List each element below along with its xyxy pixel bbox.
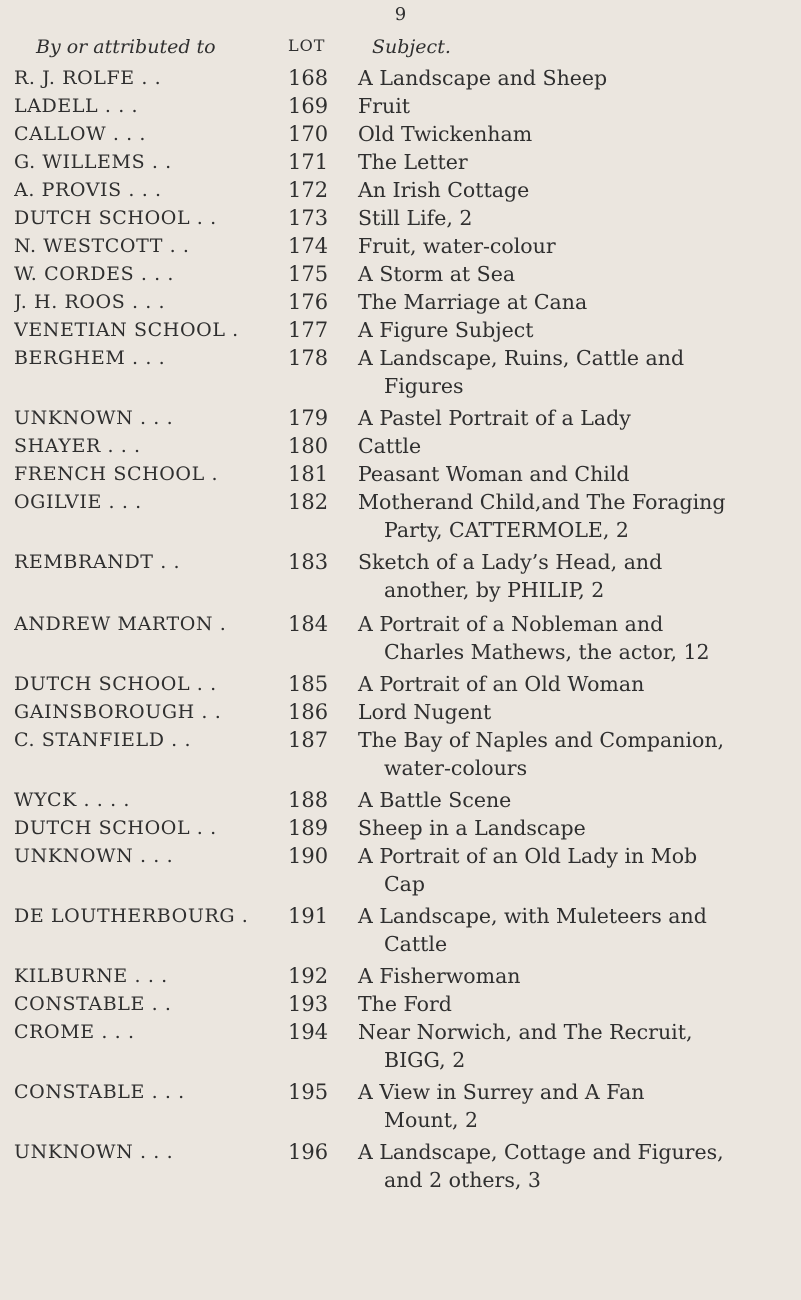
lot-number: 188 [288,788,329,812]
artist-name [14,120,286,148]
subject-line: Fruit [358,94,411,118]
artist-name [14,842,286,870]
subject-text [358,432,788,460]
dot-leader: . . [144,993,172,1015]
subject-line: The Ford [358,992,452,1016]
lot-entry [0,698,801,726]
subject-line: A Pastel Portrait of a Lady [358,406,631,430]
artist-name-text: VENETIAN SCHOOL [14,319,226,341]
dot-leader: . [213,613,227,635]
subject-line: another, by PHILIP, 2 [384,578,605,602]
subject-line: A Portrait of an Old Woman [358,672,645,696]
subject-text [358,232,788,260]
subject-text [358,64,788,92]
subject-text [358,698,788,726]
subject-line: A Landscape, Cottage and Figures, [358,1140,724,1164]
subject-column-header: Subject. [372,36,451,58]
artist-name [14,698,286,726]
subject-line: Figures [384,374,464,398]
artist-name-text: CALLOW [14,123,107,145]
page-number: 9 [394,4,407,25]
artist-name-text: CROME [14,1021,95,1043]
artist-name-text: G. WILLEMS [14,151,146,173]
artist-name [14,610,286,638]
artist-name [14,548,286,576]
lot-entry [0,344,801,400]
lot-number: 169 [288,94,329,118]
subject-text [358,548,788,604]
artist-name-text: UNKNOWN [14,407,134,429]
lot-number: 170 [288,122,329,146]
artist-name [14,344,286,372]
artist-name-text: R. J. ROLFE [14,67,135,89]
lot-entry [0,148,801,176]
dot-leader: . . . [127,965,168,987]
artist-name-text: DUTCH SCHOOL [14,207,191,229]
artist-name [14,288,286,316]
dot-leader: . . . [144,1081,185,1103]
subject-text [358,814,788,842]
lot-entry [0,962,801,990]
catalogue-list [0,64,801,1194]
dot-leader: . . . [134,263,175,285]
dot-leader: . . [134,67,162,89]
lot-entry [0,488,801,544]
subject-line: A Fisherwoman [358,964,521,988]
artist-name [14,432,286,460]
lot-entry [0,786,801,814]
subject-line: Charles Mathews, the actor, 12 [384,640,710,664]
dot-leader: . [225,319,239,341]
subject-line: Cattle [358,434,422,458]
subject-line: The Marriage at Cana [358,290,588,314]
lot-entry [0,670,801,698]
subject-line: BIGG, 2 [384,1048,466,1072]
lot-entry [0,460,801,488]
subject-line: Sheep in a Landscape [358,816,586,840]
artist-name [14,786,286,814]
subject-line: A Portrait of a Nobleman and [358,612,664,636]
lot-column-header: LOT [288,36,326,55]
subject-text [358,120,788,148]
subject-text [358,610,788,666]
artist-column-header: By or attributed to [36,36,216,58]
subject-text [358,1078,788,1134]
dot-leader: . . . [101,491,142,513]
artist-name-text: UNKNOWN [14,1141,134,1163]
dot-leader: . . . . [76,789,130,811]
subject-line: A Battle Scene [358,788,512,812]
artist-name [14,670,286,698]
lot-entry [0,990,801,1018]
artist-name [14,92,286,120]
artist-name [14,260,286,288]
artist-name-text: C. STANFIELD [14,729,165,751]
lot-number: 173 [288,206,329,230]
lot-number: 174 [288,234,329,258]
artist-name [14,488,286,516]
lot-entry [0,842,801,898]
lot-number: 181 [288,462,329,486]
dot-leader: . . [164,729,192,751]
artist-name-text: FRENCH SCHOOL [14,463,205,485]
lot-number: 168 [288,66,329,90]
subject-text [358,404,788,432]
lot-number: 190 [288,844,329,868]
artist-name [14,204,286,232]
dot-leader: . . [190,817,217,839]
subject-line: Fruit, water-colour [358,234,556,258]
lot-number: 177 [288,318,329,342]
lot-entry [0,902,801,958]
subject-line: A Storm at Sea [358,262,516,286]
dot-leader: . . [163,235,190,257]
dot-leader: . . . [121,179,162,201]
lot-entry [0,92,801,120]
lot-number: 186 [288,700,329,724]
subject-text [358,148,788,176]
subject-line: Near Norwich, and The Recruit, [358,1020,693,1044]
artist-name-text: J. H. ROOS [14,291,126,313]
lot-number: 196 [288,1140,329,1164]
subject-text [358,92,788,120]
subject-text [358,962,788,990]
artist-name-text: DE LOUTHERBOURG [14,905,236,927]
subject-text [358,288,788,316]
lot-entry [0,1018,801,1074]
subject-line: water-colours [384,756,528,780]
artist-name-text: A. PROVIS [14,179,122,201]
artist-name [14,148,286,176]
lot-entry [0,610,801,666]
lot-number: 185 [288,672,329,696]
lot-number: 184 [288,612,329,636]
lot-entry [0,814,801,842]
dot-leader: . . [153,551,181,573]
subject-text [358,726,788,782]
artist-name-text: DUTCH SCHOOL [14,817,191,839]
subject-text [358,316,788,344]
dot-leader: . . [145,151,172,173]
lot-number: 171 [288,150,329,174]
subject-line: A Portrait of an Old Lady in Mob [358,844,698,868]
dot-leader: . [204,463,219,485]
dot-leader: . . [190,207,217,229]
lot-number: 182 [288,490,329,514]
subject-text [358,176,788,204]
subject-line: Party, CATTERMOLE, 2 [384,518,629,542]
artist-name [14,990,286,1018]
lot-entry [0,432,801,460]
subject-text [358,344,788,400]
lot-number: 179 [288,406,329,430]
lot-entry [0,288,801,316]
subject-text [358,786,788,814]
dot-leader: . . . [98,95,139,117]
subject-text [358,842,788,898]
artist-name-text: WYCK [14,789,77,811]
lot-number: 180 [288,434,329,458]
lot-entry [0,1138,801,1194]
dot-leader: . . [190,673,217,695]
lot-number: 193 [288,992,329,1016]
subject-line: A Landscape and Sheep [358,66,608,90]
lot-number: 191 [288,904,329,928]
lot-number: 176 [288,290,329,314]
artist-name [14,1138,286,1166]
subject-line: The Bay of Naples and Companion, [358,728,725,752]
lot-number: 178 [288,346,329,370]
artist-name-text: W. CORDES [14,263,135,285]
artist-name [14,232,286,260]
lot-entry [0,64,801,92]
artist-name-text: OGILVIE [14,491,102,513]
dot-leader: . . . [106,123,147,145]
lot-number: 175 [288,262,329,286]
lot-entry [0,404,801,432]
artist-name [14,902,286,930]
subject-line: Old Twickenham [358,122,533,146]
lot-number: 187 [288,728,329,752]
subject-line: A Landscape, Ruins, Cattle and [358,346,685,370]
lot-entry [0,120,801,148]
dot-leader: . . [194,701,222,723]
lot-entry [0,176,801,204]
subject-line: The Letter [358,150,468,174]
artist-name-text: BERGHEM [14,347,126,369]
artist-name-text: UNKNOWN [14,845,134,867]
artist-name-text: GAINSBOROUGH [14,701,195,723]
dot-leader: . [235,905,249,927]
artist-name [14,176,286,204]
subject-line: Sketch of a Lady’s Head, and [358,550,663,574]
subject-line: Motherand Child,and The Foraging [358,490,726,514]
artist-name-text: N. WESTCOTT [14,235,163,257]
subject-line: Peasant Woman and Child [358,462,630,486]
lot-entry [0,548,801,604]
subject-line: A Landscape, with Muleteers and [358,904,707,928]
subject-line: A View in Surrey and A Fan [358,1080,645,1104]
artist-name-text: DUTCH SCHOOL [14,673,191,695]
artist-name [14,64,286,92]
subject-line: and 2 others, 3 [384,1168,541,1192]
subject-text [358,488,788,544]
subject-line: An Irish Cottage [358,178,530,202]
artist-name [14,726,286,754]
lot-number: 195 [288,1080,329,1104]
artist-name-text: ANDREW MARTON [14,613,214,635]
subject-text [358,670,788,698]
artist-name [14,962,286,990]
artist-name [14,460,286,488]
artist-name [14,404,286,432]
subject-text [358,260,788,288]
dot-leader: . . . [94,1021,135,1043]
artist-name-text: REMBRANDT [14,551,154,573]
artist-name-text: CONSTABLE [14,993,145,1015]
lot-number: 194 [288,1020,329,1044]
artist-name-text: CONSTABLE [14,1081,145,1103]
artist-name-text: SHAYER [14,435,101,457]
lot-entry [0,1078,801,1134]
lot-entry [0,260,801,288]
dot-leader: . . . [133,1141,174,1163]
subject-line: Lord Nugent [358,700,492,724]
lot-entry [0,316,801,344]
lot-number: 172 [288,178,329,202]
lot-entry [0,232,801,260]
lot-number: 183 [288,550,329,574]
artist-name [14,316,286,344]
subject-line: Cattle [384,932,448,956]
subject-text [358,902,788,958]
subject-text [358,460,788,488]
lot-number: 192 [288,964,329,988]
subject-line: A Figure Subject [358,318,534,342]
artist-name-text: KILBURNE [14,965,128,987]
artist-name [14,814,286,842]
subject-line: Cap [384,872,426,896]
dot-leader: . . . [125,347,166,369]
dot-leader: . . . [133,407,174,429]
subject-text [358,990,788,1018]
dot-leader: . . . [100,435,141,457]
subject-text [358,1018,788,1074]
subject-text [358,1138,788,1194]
lot-entry [0,204,801,232]
lot-entry [0,726,801,782]
dot-leader: . . . [125,291,166,313]
artist-name [14,1078,286,1106]
subject-text [358,204,788,232]
lot-number: 189 [288,816,329,840]
subject-line: Mount, 2 [384,1108,479,1132]
artist-name [14,1018,286,1046]
dot-leader: . . . [133,845,174,867]
subject-line: Still Life, 2 [358,206,473,230]
artist-name-text: LADELL [14,95,99,117]
